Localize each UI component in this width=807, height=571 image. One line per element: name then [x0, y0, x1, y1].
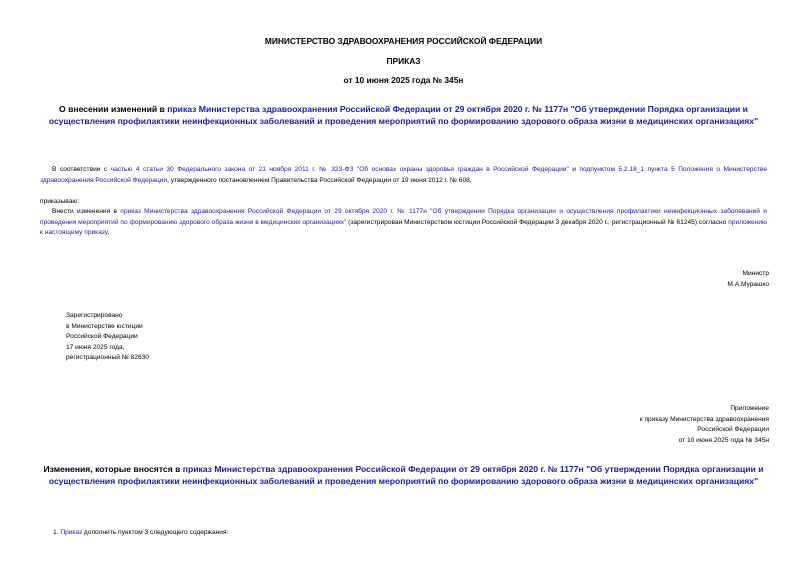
registration-line: Российской Федерации	[66, 333, 138, 341]
order-link[interactable]: приказ Министерства здравоохранения Российской Федерации от 29 октября 2020 г. № 1177н "Об утверждении Порядка организации и осуществления профилактики неинфекционных заболеваний и проведения мероприятий по формированию здорового образа жизни в медицинских организациях"	[40, 208, 767, 226]
preamble-paragraph	[40, 165, 767, 186]
appendix-block	[640, 404, 769, 446]
order-paragraph	[40, 207, 767, 239]
preamble-text-2: и	[568, 166, 580, 173]
preamble-text-3: , утвержденного постановлением Правительства Российской Федерации от 19 июня 2012 г. № 608,	[167, 176, 472, 184]
registration-line: Зарегистрировано	[66, 312, 123, 319]
appendix-link[interactable]: приложению к настоящему приказу	[40, 218, 767, 236]
preamble-text-1: В соответствии с	[52, 166, 111, 173]
item-order-link[interactable]: Приказ	[60, 529, 83, 536]
registration-line: регистрационный № 82630	[66, 354, 149, 362]
order-text-3: .	[107, 229, 110, 236]
signature-block	[727, 269, 769, 290]
registration-line: в Министерстве юстиции	[66, 322, 143, 330]
appendix-line: от 10 июня 2025 года № 345н	[678, 436, 769, 444]
changes-title-prefix: Изменения, которые вносятся в	[43, 464, 183, 474]
registration-block	[66, 311, 149, 364]
signature-name: М.А.Мурашко	[727, 280, 769, 288]
order-text-2: (зарегистрирован Министерством юстиции Российской Федерации 3 декабря 2020 г., регистрационный № 61245) согласно	[346, 218, 729, 226]
changes-order-link[interactable]: приказ Министерства здравоохранения Российской Федерации от 29 октября 2020 г. № 1177н "Об утверждении Порядка организации и осуществления профилактики неинфекционных заболеваний и проведения мероприятий по формированию здорового образа жизни в медицинских организациях"	[48, 464, 764, 486]
ministry-header: МИНИСТЕРСТВО ЗДРАВООХРАНЕНИЯ РОССИЙСКОЙ ФЕДЕРАЦИИ	[264, 36, 543, 46]
list-item-1	[53, 528, 228, 539]
appendix-line: к приказу Министерства здравоохранения	[639, 415, 769, 423]
appendix-line: Приложение	[730, 405, 769, 412]
amended-order-link[interactable]: приказ Министерства здравоохранения Российской Федерации от 29 октября 2020 г. № 1177н "Об утверждении Порядка организации и осуществления профилактики неинфекционных заболеваний и проведения мероприятий по формированию здорового образа жизни в медицинских организациях"	[48, 104, 759, 126]
signature-position: Министр	[742, 270, 769, 277]
appendix-line: Российской Федерации	[697, 426, 769, 434]
changes-title	[40, 464, 767, 487]
document-title-prefix: О внесении изменений в	[59, 104, 168, 114]
order-text-1: Внести изменения в	[52, 208, 121, 215]
list-item-text: дополнить пунктом 3 следующего содержания:	[82, 529, 229, 536]
order-word: приказываю:	[40, 198, 80, 205]
document-type: ПРИКАЗ	[386, 56, 421, 66]
list-item-number: 1.	[53, 529, 61, 536]
registration-line: 17 июня 2025 года,	[66, 343, 125, 351]
document-title	[40, 104, 767, 127]
federal-law-link[interactable]: частью 4 статьи 30 Федерального закона от 21 ноября 2011 г. № 323-ФЗ "Об основах охраны здоровья граждан в Российской Федерации"	[110, 166, 569, 173]
regulation-link[interactable]: подпунктом 5.2.18_1 пункта 5 Положения о Министерстве здравоохранения Российской Федерации	[40, 166, 767, 184]
document-date-number: от 10 июня 2025 года № 345н	[343, 75, 464, 85]
